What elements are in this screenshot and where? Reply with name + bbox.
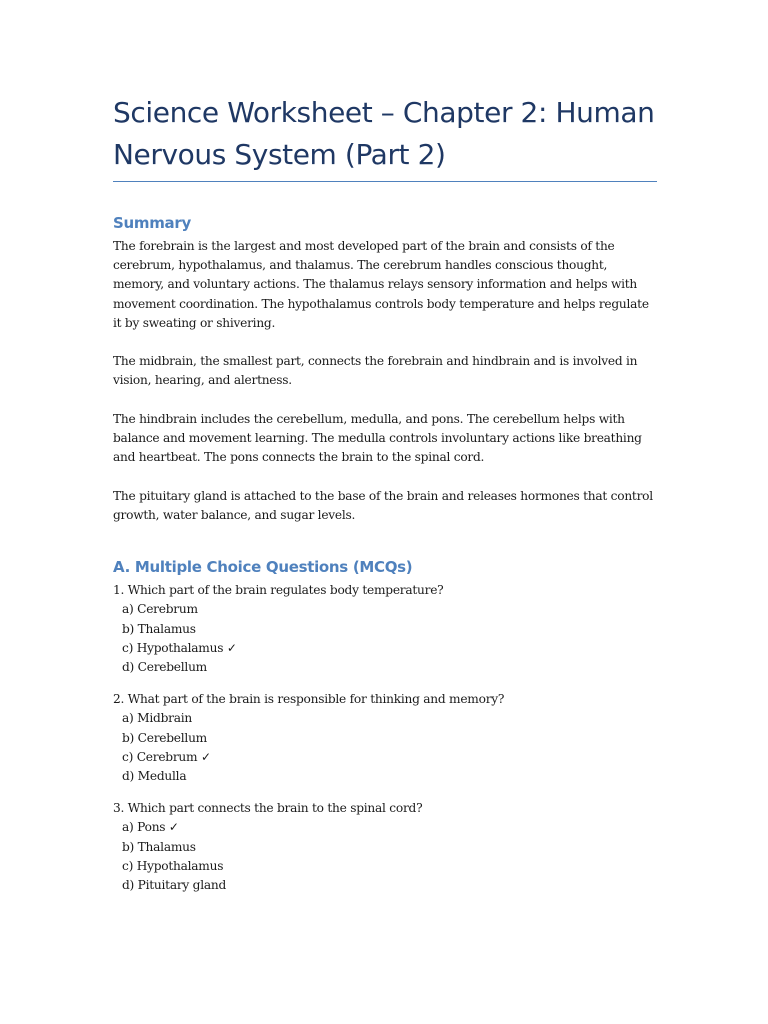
question-block [113, 581, 653, 677]
title-divider [113, 181, 657, 182]
question-text: 1. Which part of the brain regulates body temperature? [113, 583, 444, 597]
answer-option: b) Thalamus [122, 621, 196, 636]
question-block [113, 799, 653, 895]
answer-option: c) Hypothalamus [122, 858, 224, 873]
summary-paragraph-hindbrain: The hindbrain includes the cerebellum, medulla, and pons. The cerebellum helps with balance and movement learning. The medulla controls involuntary actions like breathing and heartbeat. The pons connects the brain to the spinal cord. [113, 412, 642, 465]
mcq-heading: A. Multiple Choice Questions (MCQs) [113, 558, 413, 576]
answer-option-correct: c) Hypothalamus ✓ [122, 640, 237, 655]
question-text: 3. Which part connects the brain to the spinal cord? [113, 801, 423, 815]
answer-option-correct: a) Pons ✓ [122, 820, 179, 835]
answer-option: a) Cerebrum [122, 602, 198, 617]
answer-option: d) Pituitary gland [122, 878, 227, 893]
summary-paragraph-pituitary: The pituitary gland is attached to the base of the brain and releases hormones that control growth, water balance, and sugar levels. [113, 489, 653, 523]
summary-paragraph-midbrain: The midbrain, the smallest part, connects the forebrain and hindbrain and is involved in vision, hearing, and alertness. [113, 354, 638, 388]
document-title: Science Worksheet – Chapter 2: Human Nervous System (Part 2) [113, 96, 655, 171]
answer-option: b) Thalamus [122, 839, 196, 854]
answer-option: d) Cerebellum [122, 660, 207, 675]
answer-option: b) Cerebellum [122, 730, 207, 745]
summary-heading: Summary [113, 214, 191, 232]
question-block [113, 690, 653, 786]
answer-option: a) Midbrain [122, 711, 192, 726]
answer-option-correct: c) Cerebrum ✓ [122, 749, 211, 764]
answer-option: d) Medulla [122, 769, 187, 784]
question-text: 2. What part of the brain is responsible for thinking and memory? [113, 692, 505, 706]
summary-paragraph-forebrain: The forebrain is the largest and most developed part of the brain and consists of the cerebrum, hypothalamus, and thalamus. The cerebrum handles conscious thought, memory, and voluntary actions. The thalamus relays sensory information and helps with movement coordination. The hypothalamus controls body temperature and helps regulate it by sweating or shivering. [113, 239, 649, 330]
